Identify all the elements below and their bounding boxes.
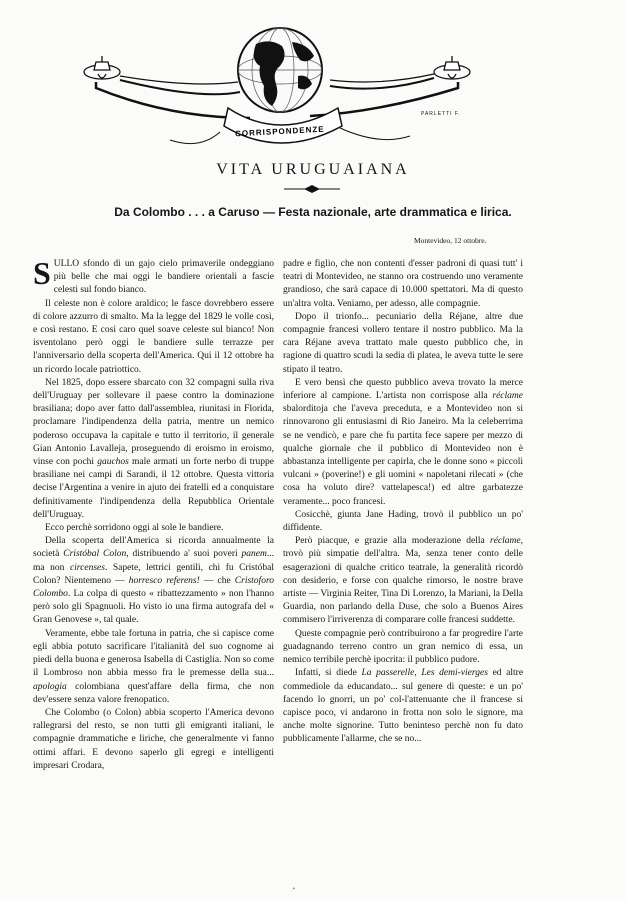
bottom-dot-icon: •	[292, 886, 296, 893]
paragraph: Però piacque, e grazie alla moderazione della réclame, trovò più simpatie dell'altra. Ma, senza tener conto delle esagerazioni di qualche critico teatrale, la generalità ricordò con desiderio, e forse con qualche rimorso, le nostre brave artiste — Virginia Reiter, Tina Di Lorenzo, la Mariani, la Della Guardia, non parlando della Duse, che solo a Buenos Aires commisero l'irriverenza di comparare colle francesi suddette.	[283, 536, 524, 626]
paragraph: E vero bensì che questo pubblico aveva trovato la merce inferiore al campione. L'artista non corrispose alla réclame sbalorditoja che l'aveva preceduta, e a Montevideo non si rinnovarono gli entusiasmi di Rio Janeiro. Ma la celeberrima se ne vendicò, e pare che fu partita fece sapere per mezzo di qualche giornale che il pubblico di Montevideo non è abbastanza intelligente per capirla, che le donne sono « piccoli vulcani » (poverine!) e gli uomini « napoletani rilecati » (che cosa ha voluto dire? vattelapesca!) ed altre garbatezze veramente... poco francesi.	[283, 377, 523, 507]
paragraph: Che Colombo (o Colon) abbia scoperto l'America devono rallegrarsi del resto, se non tutti gli emigranti italiani, le compagnie drammatiche e liriche, che generalmente vi fanno ottimi affari. E devono saperlo gli egregi e intelligenti impresari Crodara,	[33, 707, 274, 771]
left-column	[33, 255, 275, 773]
article-title: VITA URUGUAIANA	[216, 161, 410, 178]
paragraph: Queste compagnie però contribuirono a far progredire l'arte guadagnando terreno contro un gran nemico di essa, un nemico terribile perchè ipocrita: il pubblico pudore.	[283, 628, 523, 666]
paragraph: Infatti, si diede La passerelle, Les demi-vierges ed altre commediole da educandato... sul genere di queste: e un po' facendo lo gnorri, un po' col-l'attenuante che il francese si capisce poco, vi andarono in frotta non solo le signore, ma anche molte signorine. Tutto beninteso perchè non fu dato pubblicamente l'allarme, che se no...	[283, 668, 524, 745]
paragraph: padre e figlio, che non contenti d'esser padroni di quasi tutt' i teatri di Montevideo, ne stanno ora costruendo uno veramente grandioso, che sarà capace di 10.000 spettatori. Ma di questo un'altra volta. Veniamo, per adesso, alle compagnie.	[283, 259, 523, 309]
artist-signature: PARLETTI F.	[421, 111, 461, 117]
ornament-divider-icon	[282, 183, 342, 195]
article-subtitle: Da Colombo . . . a Caruso — Festa nazionale, arte drammatica e lirica.	[114, 205, 512, 219]
paragraph: Nel 1825, dopo essere sbarcato con 32 compagni sulla riva dell'Uruguay per sollevare il paese contro la dominazione brasiliana; dopo aver fatto dall'assemblea, riunitasi in Florida, proclamare l'indipendenza della patria, mentre un nemico poderoso occupava la capitale e tutto il territorio, il generale Gian Antonio Lavalleja, proseguendo di eroismo in eroismo, vinse con pochi gauchos male armati un forte nerbo di truppe brasiliane nei campi di Sarandi, il 12 ottobre. Questa vittoria decise l'Argentina a venire in ajuto dei fratelli ed a conquistare definitivamente l'indipendenza della Repubblica Orientale dell'Uruguay.	[33, 377, 275, 520]
paragraph: Ecco perchè sorridono oggi al sole le bandiere.	[45, 523, 224, 534]
paragraph: Il celeste non è colore araldico; le fasce dovrebbero essere di colore azzurro di smalto. Ma la legge del 1829 le volle così, e così restano. E così caro quel soave celeste sul bianco! Non isventolano però oggi le bandiere sulle terrazze per l'anniversario della scoperta dell'America. Qui il 12 ottobre ha un ricordo locale patriottico.	[33, 298, 274, 375]
right-column	[283, 258, 523, 747]
header-illustration	[80, 22, 520, 172]
paragraph: Cosicchè, giunta Jane Hading, trovò il pubblico un po' diffidente.	[283, 509, 523, 534]
drop-cap: S	[33, 255, 51, 291]
banner-text: CORRISPONDENZE	[234, 124, 325, 139]
dateline: Montevideo, 12 ottobre.	[414, 236, 487, 245]
paragraph: Veramente, ebbe tale fortuna in patria, che si capisce come egli abbia potuto sacrificare l'italianità del suo cognome ai piedi della buona e generosa Isabella di Castiglia. Non so come il Lombroso non abbia messo fra le premesse della sua... apologia colombiana quest'affare della firma, che non dev'essere senza valore frenopatico.	[33, 628, 274, 705]
paragraph: Della scoperta dell'America si ricorda annualmente la società Cristóbal Colon, distribuendo a' suoi poveri panem... ma non circenses. Sapete, lettrici gentili, chi fu Cristóbal Colon? Nientemeno — horresco referens! — che Cristoforo Colombo. La colpa di questo « ribattezzamento » non l'hanno però solo gli Spagnuoli. Ho visto io una firma autografa del « Gran Genovese », tal quale.	[33, 536, 275, 626]
left-lamp-icon	[84, 56, 120, 79]
paragraph: SULLO sfondo di un gajo cielo primaverile ondeggiano più belle che mai oggi le bandiere orientali a fascie celesti sul fondo bianco.	[33, 255, 274, 296]
paragraph: Dopo il trionfo... pecuniario della Réjane, altre due compagnie francesi vollero tentare il nostro pubblico. Ma la cara Réjane aveva trattato male questo pubblico che, in ragione di quattro scudi la sedia di platea, le aveva tutte le sere stipato il teatro.	[283, 311, 523, 375]
globe-icon	[238, 28, 322, 112]
right-lamp-icon	[434, 56, 470, 79]
